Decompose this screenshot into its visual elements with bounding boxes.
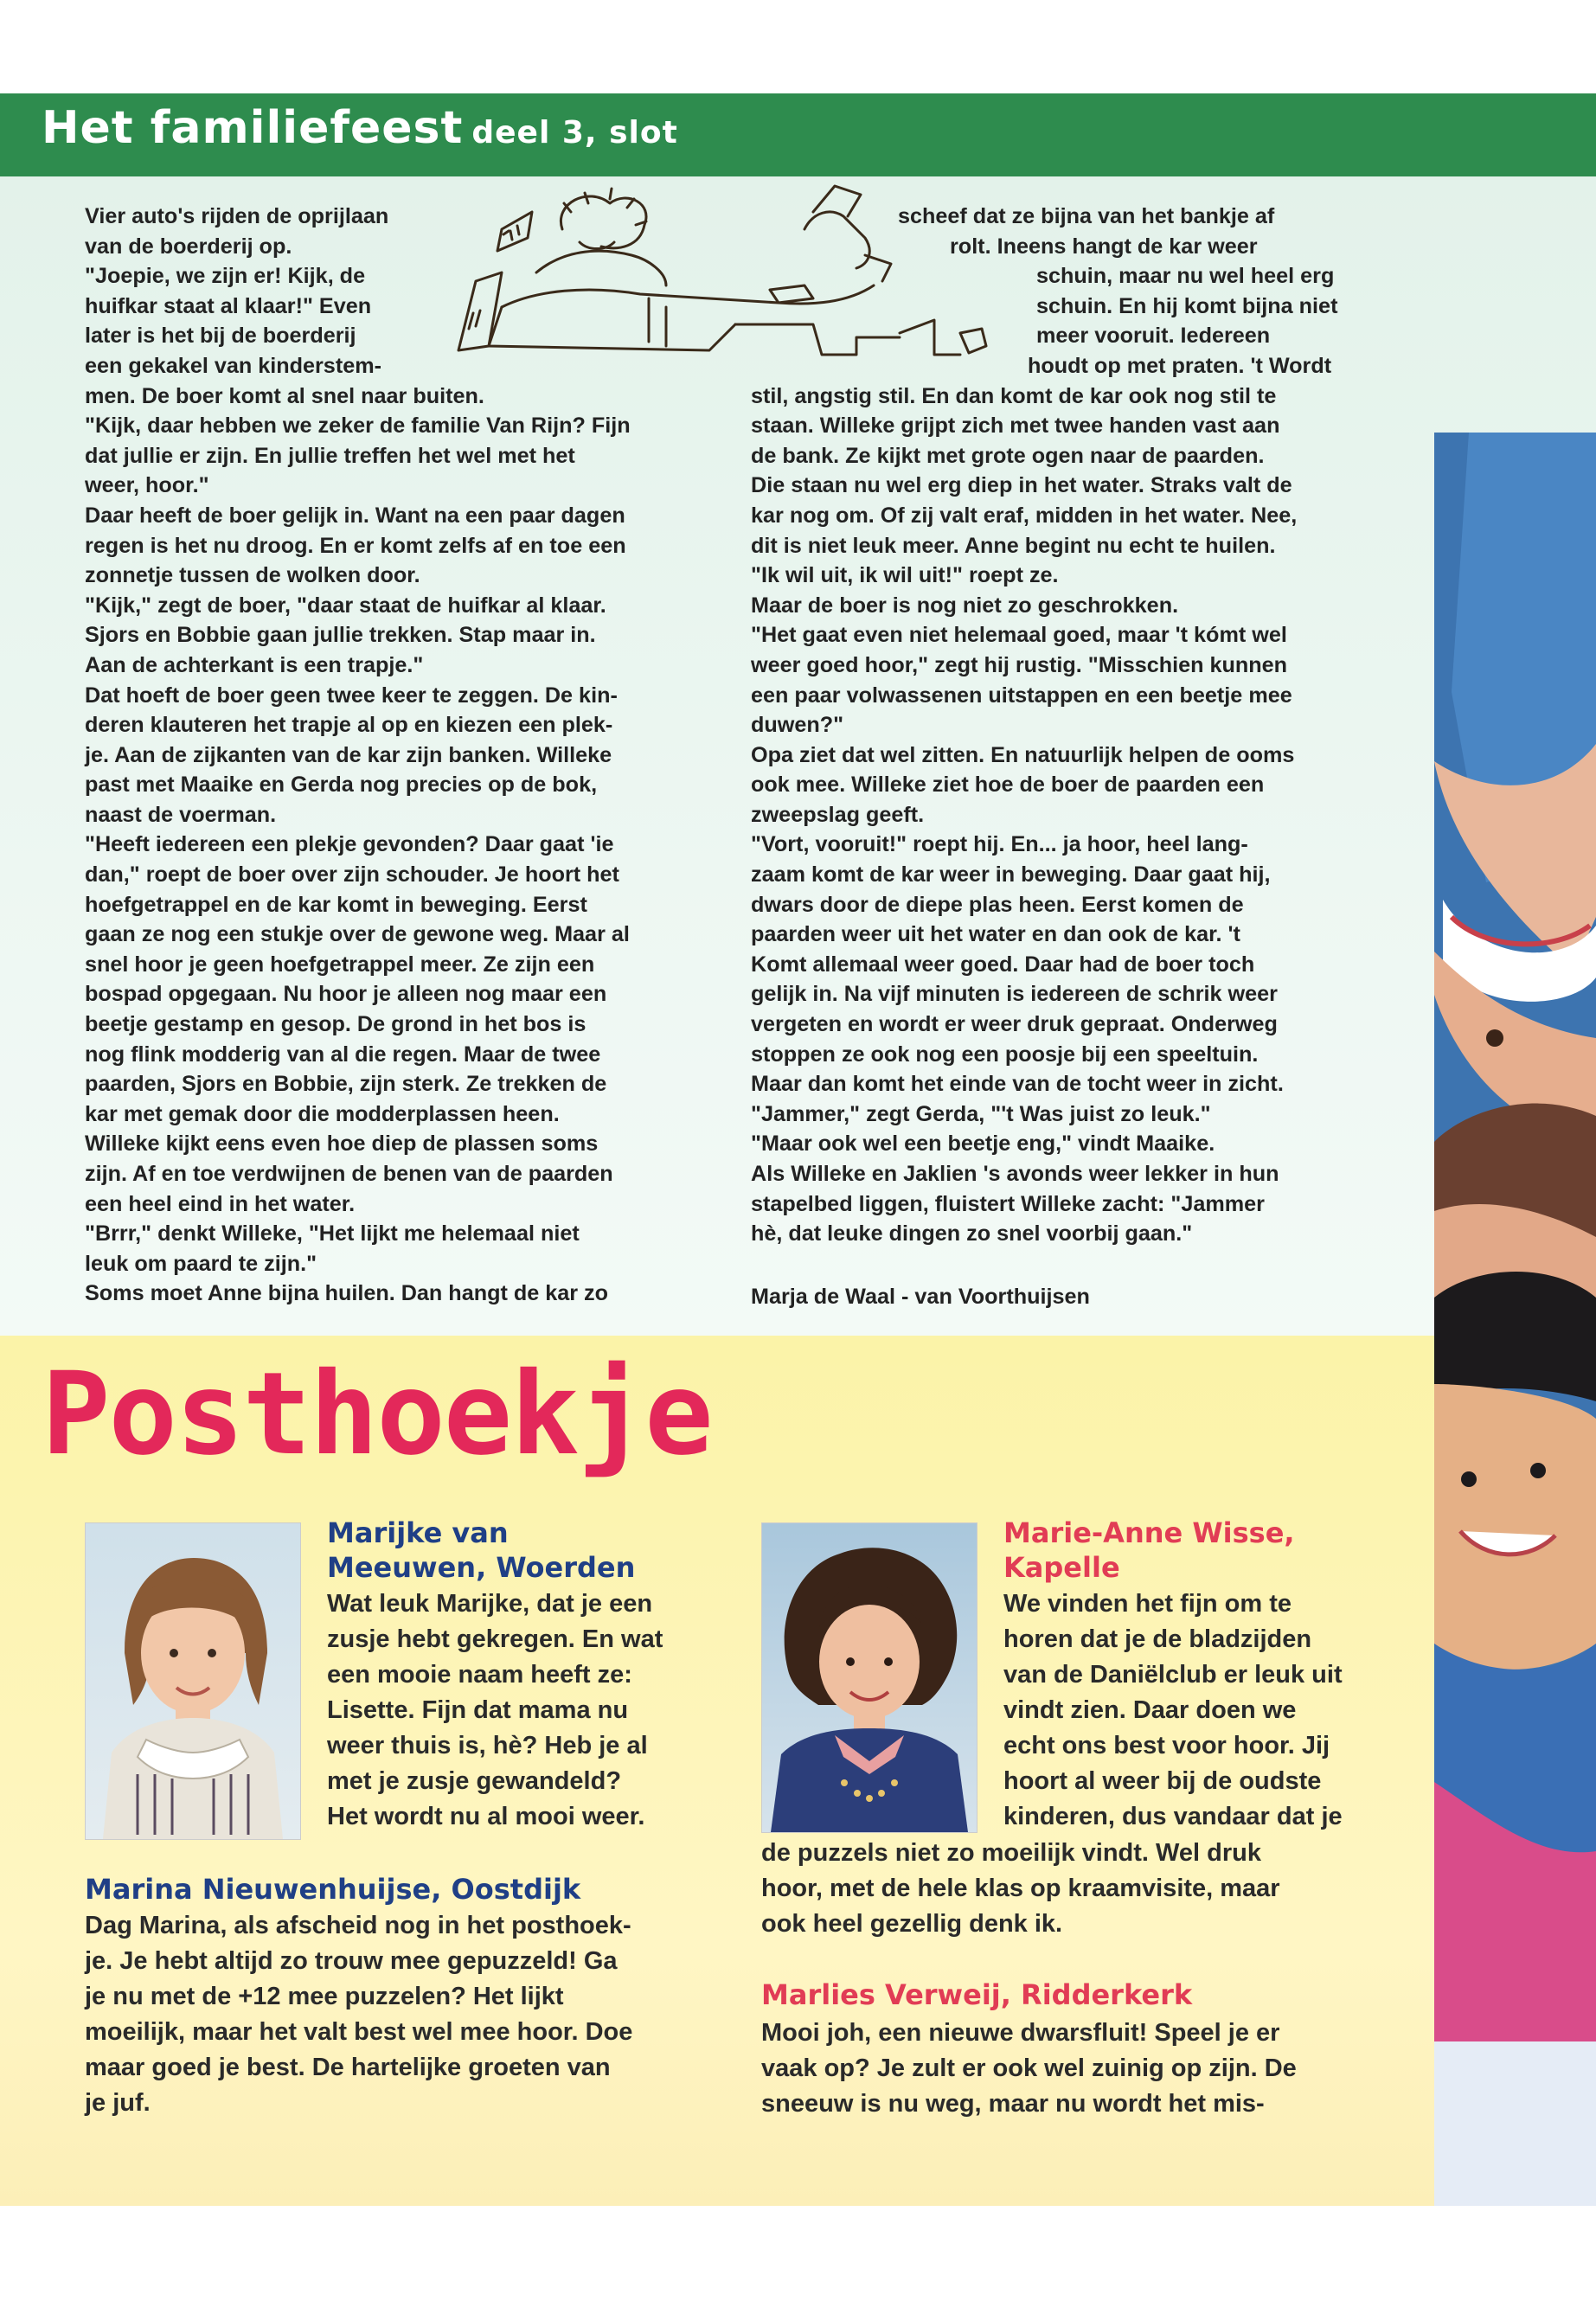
- text-line: kinderen, dus vandaar dat je: [1003, 1803, 1343, 1830]
- text-line: zusje hebt gekregen. En wat: [327, 1625, 663, 1653]
- text-line: rolt. Ineens hangt de kar weer: [950, 234, 1258, 259]
- text-line: "Kijk," zegt de boer, "daar staat de huifkar al klaar.: [85, 593, 606, 618]
- text-line: kar nog om. Of zij valt eraf, midden in het water. Nee,: [751, 503, 1298, 528]
- text-line: "Kijk, daar hebben we zeker de familie Van Rijn? Fijn: [85, 413, 631, 439]
- text-line: ook heel gezellig denk ik.: [761, 1910, 1063, 1938]
- page-bottom-margin: [0, 2206, 1596, 2301]
- text-line: schuin, maar nu wel heel erg: [1036, 264, 1335, 289]
- text-line: hoefgetrappel en de kar komt in beweging. Eerst: [85, 892, 587, 917]
- text-line: bospad opgegaan. Nu hoor je alleen nog maar een: [85, 982, 607, 1007]
- text-line: Lisette. Fijn dat mama nu: [327, 1696, 629, 1724]
- text-line: vaak op? Je zult er ook wel zuinig op zijn. De: [761, 2054, 1297, 2082]
- text-line: paarden weer uit het water en dan ook de kar. 't: [751, 922, 1240, 947]
- text-line: echt ons best voor hoor. Jij: [1003, 1732, 1330, 1759]
- text-line: je. Aan de zijkanten van de kar zijn banken. Willeke: [85, 742, 612, 767]
- text-line: horen dat je de bladzijden: [1003, 1625, 1312, 1653]
- text-line: een gekakel van kinderstem-: [85, 353, 381, 378]
- text-line: "Vort, vooruit!" roept hij. En... ja hoor, heel lang-: [751, 832, 1248, 857]
- text-line: scheef dat ze bijna van het bankje af: [898, 204, 1275, 228]
- text-line: Aan de achterkant is een trapje.": [85, 652, 424, 677]
- text-line: een heel eind in het water.: [85, 1191, 356, 1216]
- text-line: Willeke kijkt eens even hoe diep de plassen soms: [85, 1131, 599, 1157]
- story-column-right: [751, 202, 1391, 1249]
- text-line: hè, dat leuke dingen zo snel voorbij gaan.": [751, 1221, 1193, 1247]
- letter-body-marie-anne-continued: [761, 1836, 1280, 1942]
- girl-curly-portrait-image: [762, 1523, 977, 1832]
- text-line: maar goed je best. De hartelijke groeten van: [85, 2054, 611, 2081]
- text-line: "Maar ook wel een beetje eng," vindt Maaike.: [751, 1131, 1215, 1157]
- letter-name-line: Marijke van: [327, 1516, 509, 1549]
- text-line: hoor, met de hele klas op kraamvisite, maar: [761, 1875, 1280, 1902]
- text-line: Soms moet Anne bijna huilen. Dan hangt de kar zo: [85, 1281, 609, 1306]
- letter-name-marina: [85, 1872, 580, 1907]
- text-line: deren klauteren het trapje al op en kiezen een plek-: [85, 713, 613, 738]
- text-line: Daar heeft de boer gelijk in. Want na een paar dagen: [85, 503, 625, 528]
- text-line: moeilijk, maar het valt best wel mee hoor. Doe: [85, 2018, 633, 2046]
- text-line: hoort al weer bij de oudste: [1003, 1767, 1322, 1795]
- text-line: stoppen ze ook nog een poosje bij een speeltuin.: [751, 1042, 1259, 1067]
- text-line: stil, angstig stil. En dan komt de kar ook nog stil te: [751, 383, 1277, 408]
- text-line: Vier auto's rijden de oprijlaan: [85, 204, 389, 228]
- letter-name-line: Marina Nieuwenhuijse, Oostdijk: [85, 1873, 581, 1906]
- text-line: dat jullie er zijn. En jullie treffen het wel met het: [85, 443, 575, 468]
- text-line: Opa ziet dat wel zitten. En natuurlijk helpen de ooms: [751, 742, 1295, 767]
- text-line: van de Daniëlclub er leuk uit: [1003, 1661, 1343, 1689]
- letter-name-line: Marlies Verweij, Ridderkerk: [761, 1978, 1193, 2011]
- text-line: men. De boer komt al snel naar buiten.: [85, 383, 484, 408]
- text-line: een mooie naam heeft ze:: [327, 1661, 632, 1689]
- letter-name-line: Kapelle: [1003, 1551, 1120, 1584]
- text-line: weer goed hoor," zegt hij rustig. "Misschien kunnen: [751, 652, 1288, 677]
- text-line: beetje gestamp en gesop. De grond in het bos is: [85, 1012, 586, 1037]
- text-line: zijn. Af en toe verdwijnen de benen van de paarden: [85, 1162, 613, 1186]
- text-line: later is het bij de boerderij: [85, 324, 356, 349]
- text-line: Maar de boer is nog niet zo geschrokken.: [751, 593, 1179, 618]
- text-line: "Het gaat even niet helemaal goed, maar 't kómt wel: [751, 623, 1287, 648]
- text-line: Dat hoeft de boer geen twee keer te zeggen. De kin-: [85, 683, 618, 708]
- text-line: een paar volwassenen uitstappen en een beetje mee: [751, 683, 1292, 708]
- text-line: Wat leuk Marijke, dat je een: [327, 1590, 653, 1618]
- text-line: zweepslag geeft.: [751, 802, 925, 827]
- text-line: meer vooruit. Iedereen: [1036, 324, 1271, 349]
- text-line: duwen?": [751, 713, 844, 738]
- story-author: Marja de Waal - van Voorthuijsen: [751, 1285, 1090, 1309]
- text-line: "Heeft iedereen een plekje gevonden? Daar gaat 'ie: [85, 832, 614, 857]
- letter-body-marijke: [327, 1586, 663, 1835]
- text-line: houdt op met praten. 't Wordt: [1028, 353, 1332, 378]
- text-line: Mooi joh, een nieuwe dwarsfluit! Speel je er: [761, 2019, 1280, 2047]
- text-line: van de boerderij op.: [85, 234, 292, 259]
- text-line: je juf.: [85, 2089, 151, 2117]
- text-line: naast de voerman.: [85, 802, 277, 827]
- posthoekje-title: Posthoekje: [42, 1348, 712, 1481]
- text-line: stapelbed liggen, fluistert Willeke zacht: "Jammer: [751, 1191, 1265, 1216]
- article-title: [42, 102, 678, 154]
- text-line: Die staan nu wel erg diep in het water. Straks valt de: [751, 473, 1292, 498]
- text-line: met je zusje gewandeld?: [327, 1767, 622, 1795]
- text-line: vindt zien. Daar doen we: [1003, 1696, 1297, 1724]
- letter-name-line: Meeuwen, Woerden: [327, 1551, 636, 1584]
- text-line: weer, hoor.": [85, 473, 209, 498]
- text-line: gaan ze nog een stukje over de gewone weg. Maar al: [85, 922, 630, 947]
- text-line: kar met gemak door die modderplassen heen.: [85, 1101, 560, 1126]
- text-line: ook mee. Willeke ziet hoe de boer de paarden een: [751, 772, 1265, 798]
- text-line: zaam komt de kar weer in beweging. Daar gaat hij,: [751, 862, 1271, 888]
- text-line: dit is niet leuk meer. Anne begint nu echt te huilen.: [751, 533, 1276, 558]
- text-line: Maar dan komt het einde van de tocht weer in zicht.: [751, 1072, 1284, 1097]
- letter-body-marie-anne: [1003, 1586, 1343, 1835]
- text-line: Het wordt nu al mooi weer.: [327, 1803, 645, 1830]
- text-line: je. Je hebt altijd zo trouw mee gepuzzeld! Ga: [85, 1947, 618, 1975]
- text-line: "Joepie, we zijn er! Kijk, de: [85, 264, 366, 289]
- text-line: dwars door de diepe plas heen. Eerst komen de: [751, 892, 1244, 917]
- text-line: paarden, Sjors en Bobbie, zijn sterk. Ze trekken de: [85, 1072, 607, 1097]
- text-line: vergeten en wordt er weer druk gepraat. Onderweg: [751, 1012, 1278, 1037]
- letter-name-marlies: [761, 1977, 1192, 2012]
- text-line: "Ik wil uit, ik wil uit!" roept ze.: [751, 563, 1059, 588]
- children-photo-strip: [1434, 433, 1596, 2206]
- text-line: "Jammer," zegt Gerda, "'t Was juist zo leuk.": [751, 1101, 1211, 1126]
- letter-name-marijke: [327, 1516, 635, 1585]
- photo-marie-anne: [761, 1522, 977, 1833]
- text-line: snel hoor je geen hoefgetrappel meer. Ze zijn een: [85, 952, 595, 977]
- photo-marijke: [85, 1522, 301, 1840]
- text-line: staan. Willeke grijpt zich met twee handen vast aan: [751, 413, 1280, 439]
- text-line: zonnetje tussen de wolken door.: [85, 563, 420, 588]
- text-line: je nu met de +12 mee puzzelen? Het lijkt: [85, 1983, 564, 2010]
- text-line: Sjors en Bobbie gaan jullie trekken. Stap maar in.: [85, 623, 596, 648]
- text-line: nog flink modderig van al die regen. Maar de twee: [85, 1042, 601, 1067]
- text-line: de bank. Ze kijkt met grote ogen naar de paarden.: [751, 443, 1265, 468]
- text-line: de puzzels niet zo moeilijk vindt. Wel druk: [761, 1839, 1261, 1867]
- text-line: gelijk in. Na vijf minuten is iedereen de schrik weer: [751, 982, 1278, 1007]
- article-subtitle: deel 3, slot: [471, 115, 678, 151]
- text-line: huifkar staat al klaar!" Even: [85, 293, 372, 318]
- story-column-left: [85, 202, 725, 1309]
- text-line: Als Willeke en Jaklien 's avonds weer lekker in hun: [751, 1162, 1279, 1186]
- text-line: past met Maaike en Gerda nog precies op de bok,: [85, 772, 598, 798]
- text-line: regen is het nu droog. En er komt zelfs af en toe een: [85, 533, 626, 558]
- text-line: We vinden het fijn om te: [1003, 1590, 1292, 1618]
- letter-body-marina: [85, 1908, 632, 2121]
- letter-name-marie-anne: [1003, 1516, 1295, 1585]
- text-line: Dag Marina, als afscheid nog in het posthoek-: [85, 1912, 631, 1939]
- letter-name-line: Marie-Anne Wisse,: [1003, 1516, 1295, 1549]
- smiling-children-image: [1434, 433, 1596, 2206]
- girl-portrait-image: [86, 1523, 300, 1839]
- text-line: sneeuw is nu weg, maar nu wordt het mis-: [761, 2090, 1265, 2118]
- text-line: "Brrr," denkt Willeke, "Het lijkt me helemaal niet: [85, 1221, 580, 1247]
- text-line: leuk om paard te zijn.": [85, 1251, 317, 1276]
- text-line: schuin. En hij komt bijna niet: [1036, 293, 1338, 318]
- letter-body-marlies: [761, 2016, 1297, 2122]
- article-title-main: Het familiefeest: [42, 102, 464, 154]
- text-line: weer thuis is, hè? Heb je al: [327, 1732, 648, 1759]
- text-line: Komt allemaal weer goed. Daar had de boer toch: [751, 952, 1255, 977]
- text-line: dan," roept de boer over zijn schouder. Je hoort het: [85, 862, 619, 888]
